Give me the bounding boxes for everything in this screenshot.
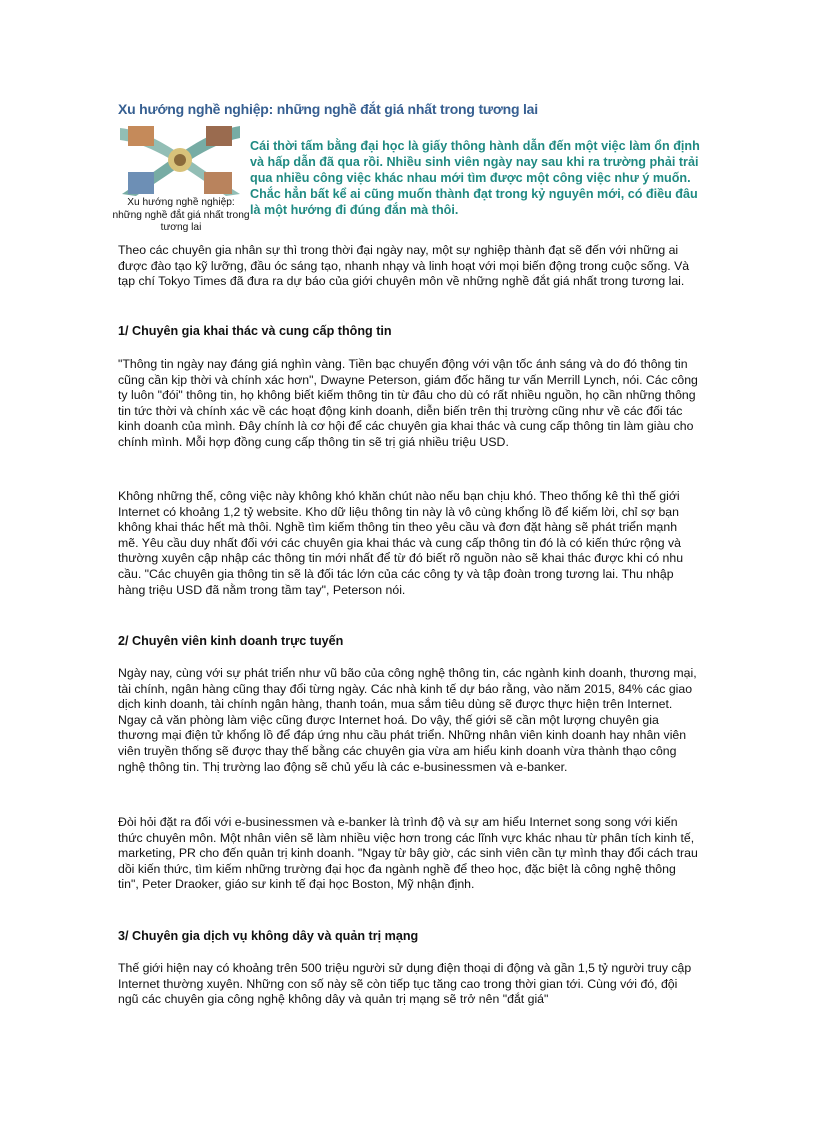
section-2-paragraph-2: Đòi hỏi đặt ra đối với e-businessmen và e-banker là trình độ và sự am hiểu Internet song song với kiến thức chuyên môn. Một nhân viên sẽ làm nhiều việc hơn trong các lĩnh vực khác nhau từ phân tích kinh tế, marketing, PR cho đến quản trị kinh doanh. "Ngay từ bây giờ, các sinh viên cần tự mình thay đổi cách trau dồi kiến thức, tìm kiếm những trường đại học đa ngành nghề để theo học, đặc biệt là công nghệ thông tin", Peter Draoker, giáo sư kinh tế đại học Boston, Mỹ nhận định.	[118, 815, 698, 892]
article-figure	[112, 122, 250, 240]
section-1-paragraph-2: Không những thế, công việc này không khó khăn chút nào nếu bạn chịu khó. Theo thống kê thì thế giới Internet có khoảng 1,2 tỷ website. Kho dữ liệu thông tin này là vô cùng khổng lồ để kiếm lời, chỉ sợ bạn không khai thác hết mà thôi. Nghề tìm kiếm thông tin theo yêu cầu và đơn đặt hàng sẽ phát triển mạnh mẽ. Yêu cầu duy nhất đối với các chuyên gia khai thác và cung cấp thông tin đó là có kiến thức rộng và thường xuyên cập nhập các thông tin mới nhất để từ đó biết rõ nguồn nào sẽ khai thác được khi có nhu cầu. "Các chuyên gia thông tin sẽ là đối tác lớn của các công ty và tập đoàn trong tương lai. Thu nhập hàng triệu USD đã nằm trong tầm tay", Peterson nói.	[118, 489, 684, 597]
article-title: Xu hướng nghề nghiệp: những nghề đắt giá nhất trong tương lai	[118, 101, 538, 117]
lead-paragraph: Cái thời tấm bằng đại học là giấy thông hành dẫn đến một việc làm ổn định và hấp dẫn đã qua rồi. Nhiều sinh viên ngày nay sau khi ra trường phải trải qua nhiều công việc khác nhau mới tìm được một công việc như ý muốn. Chắc hẳn bất kể ai cũng muốn thành đạt trong kỷ nguyên mới, có điều đâu là một hướng đi đúng đắn mà thôi.	[250, 139, 700, 217]
section-3-heading: 3/ Chuyên gia dịch vụ không dây và quản trị mạng	[118, 929, 419, 943]
section-1-heading: 1/ Chuyên gia khai thác và cung cấp thông tin	[118, 324, 392, 338]
intro-paragraph: Theo các chuyên gia nhân sự thì trong thời đại ngày nay, một sự nghiệp thành đạt sẽ đến với những ai được đào tạo kỹ lưỡng, đầu óc sáng tạo, nhanh nhạy và linh hoạt với mọi biến động trong cuộc sống. Và tạp chí Tokyo Times đã đưa ra dự báo của giới chuyên môn về những nghề đắt giá nhất trong tương lai.	[118, 243, 690, 289]
career-collage-image	[118, 122, 242, 198]
figure-caption: Xu hướng nghề nghiệp: những nghề đắt giá nhất trong tương lai	[112, 197, 250, 233]
section-1-paragraph-1: "Thông tin ngày nay đáng giá nghìn vàng. Tiền bạc chuyển động với vận tốc ánh sáng và do đó thông tin cũng cần kịp thời và chính xác hơn", Dwayne Peterson, giám đốc hãng tư vấn Merrill Lynch, nói. Các công ty luôn "đói" thông tin, họ không biết kiếm thông tin từ đâu cho dù có rất nhiều nguồn, họ cần những thông tin tức thời và chính xác về các hoạt động kinh doanh, diễn biến trên thị trường cũng như về các đối tác kinh doanh của mình. Đây chính là cơ hội để các chuyên gia khai thác và cung cấp thông tin làm giàu cho chính mình. Mỗi hợp đồng cung cấp thông tin sẽ trị giá nhiều triệu USD.	[118, 357, 698, 449]
section-3-paragraph-1: Thế giới hiện nay có khoảng trên 500 triệu người sử dụng điện thoại di động và gần 1,5 tỷ người truy cập Internet thường xuyên. Những con số này sẽ còn tiếp tục tăng cao trong thời gian tới. Cùng với đó, đội ngũ các chuyên gia công nghệ không dây và quản trị mạng sẽ trở nên "đắt giá"	[118, 961, 692, 1007]
section-2-paragraph-1: Ngày nay, cùng với sự phát triển như vũ bão của công nghệ thông tin, các ngành kinh doanh, thương mại, tài chính, ngân hàng cũng thay đổi từng ngày. Các nhà kinh tế dự báo rằng, vào năm 2015, 84% các giao dịch kinh doanh, tài chính ngân hàng, thanh toán, mua sắm tiêu dùng sẽ được thực hiện trên Internet. Ngay cả văn phòng làm việc cũng được Internet hoá. Do vậy, thế giới sẽ cần một lượng chuyên gia thương mại điện tử khổng lồ để đáp ứng nhu cầu phát triển. Những nhân viên kinh doanh hay nhân viên viên truyền thống sẽ được thay thế bằng các chuyên gia vừa am hiểu kinh doanh vừa thành thạo công nghệ thông tin. Thị trường lao động sẽ chủ yếu là các e-businessmen và e-banker.	[118, 666, 697, 774]
section-2-heading: 2/ Chuyên viên kinh doanh trực tuyến	[118, 634, 344, 648]
